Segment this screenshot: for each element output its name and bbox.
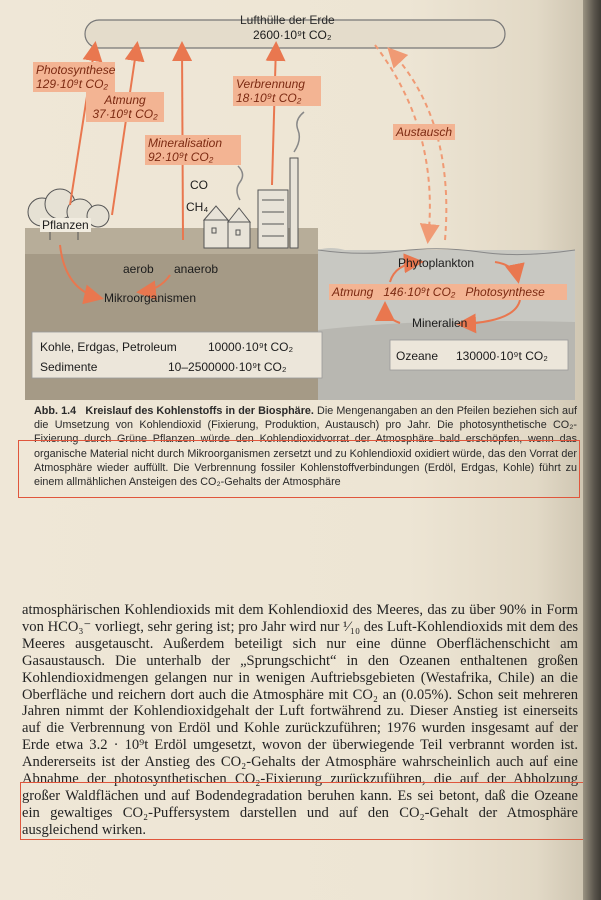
caption-number: Abb. 1.4 [34,405,77,417]
smoke-icon [294,112,304,152]
atmung-arrow [112,45,137,215]
ocean-photosynthese: Photosynthese [465,285,545,299]
mineralisation-amount: 92·10⁹t CO₂ [148,150,214,164]
caption-text-1: Die Mengenangaben an den [317,405,454,417]
atmung-name: Atmung [104,93,146,107]
factory-drawing [258,158,298,248]
mineralien-label: Mineralien [412,316,468,330]
austausch-arrow-down [375,45,430,240]
verbrennung-arrow [272,45,276,185]
highlight-box-caption [18,440,580,498]
mineralisation-tag [145,135,241,165]
verbrennung-amount: 18·10⁹t CO₂ [236,91,302,105]
pflanzen-label: Pflanzen [42,218,89,232]
verbrennung-name: Verbrennung [236,77,305,91]
highlight-box-body [20,782,583,840]
atmosphere-title: Lufthülle der Erde [240,13,335,27]
photosynthese-amount: 129·10⁹t CO₂ [36,77,108,91]
austausch-arrow-up [390,50,446,240]
atmung-tag [86,92,164,122]
photosynthese-name: Photosynthese [36,63,116,77]
ozeane-label: Ozeane [396,349,439,363]
book-binding [583,0,601,900]
kohle-label: Kohle, Erdgas, Petroleum [40,340,177,354]
austausch-tag: Austausch [393,124,455,140]
aerob-label: aerob [123,262,154,276]
houses-drawing [204,206,250,248]
anaerob-label: anaerob [174,262,219,276]
carbon-cycle-figure [0,0,583,400]
ch4-label: CH₄ [186,200,209,214]
mikroorganismen-label: Mikroorganismen [104,291,197,305]
atmosphere-amount: 2600·10⁹t CO₂ [253,28,332,42]
kohle-amount: 10000·10⁹t CO₂ [208,340,294,354]
phytoplankton-label: Phytoplankton [398,256,475,270]
caption-title: Kreislauf des Kohlenstoffs in der Biosphäre. [85,405,314,417]
photosynthese-tag [33,62,115,92]
atmung-amount: 37·10⁹t CO₂ [92,107,158,121]
ocean-atmung: Atmung [332,285,374,299]
sedimente-amount: 10–2500000·10⁹t CO₂ [168,360,287,374]
caption-text-2: Pfeilen beziehen sich auf die Umsetzung von Kohlendioxid (Fixierung, Produktion, Austausch) pro Jahr. Die photosynthetische CO₂-Fixierung durch Grüne Pflanzen würde den Kohlendioxidvorrat der Atmosphäre bald erschöpfen, wenn das organische Material nicht durch Mikroorganismen zersetzt und zu Kohlendioxid oxidiert würde, das den Vorrat der Atmosphäre wieder auffüllt. Die Verbrennung fossiler Kohlenstoffverbindungen (Erdöl, Erdgas, Kohle) führt zu einem allmählichen Ansteigen des CO₂-Gehalts der Atmosphäre [34,405,578,489]
smoke-icon-2 [237,166,243,200]
ocean-amount: 146·10⁹t CO₂ [383,285,456,299]
ozeane-amount: 130000·10⁹t CO₂ [456,349,548,363]
sedimente-label: Sedimente [40,360,98,374]
body-paragraph: atmosphärischen Kohlendioxids mit dem Kohlendioxid des Meeres, das zu über 90% in Form von HCO₃⁻ vorliegt, sehr gering ist; pro Jahr wird nur ¹⁄₁₀ des Luft-Kohlendioxids mit dem des Meeres ausgetauscht. Außerdem beteiligt sich nur eine dünne Oberflächenschicht am Gasaustausch. Die unterhalb der „Sprungschicht“ in den Ozeanen enthaltenen großen Kohlendioxidmengen gelangen nur in wenigen Auftriebsgebieten (Westafrika, Chile) an die Oberfläche und reichern dort auch die Atmosphäre mit CO₂ an (0.05%). Schon seit mehreren Jahren nimmt der Kohlendioxidgehalt der Luft fortwährend zu. Dieser Anstieg ist einerseits auf die Verbrennung von Erdöl und Kohle zurückzuführen; 1976 wurden insgesamt auf der Erde etwa 3.2 · 10⁹t Erdöl umgesetzt, wovon der überwiegende Teil verbrannt worden ist. Andererseits ist der Anstieg des CO₂-Gehalts der Atmosphäre wahrscheinlich auch auf eine Abnahme der photosynthetischen CO₂-Fixierung zurückzuführen, die auf der Abholzung großer Waldflächen und auf Bodendegradation beruhen kann. Es sei betont, daß die Ozeane ein gewaltiges CO₂-Puffersystem darstellen und auf den CO₂-Gehalt der Atmosphäre ausgleichend wirken. [22,602,578,838]
ocean-cycle-tag [329,284,567,300]
co-label: CO [190,178,208,192]
verbrennung-tag [233,76,321,106]
mineralisation-name: Mineralisation [148,136,223,150]
